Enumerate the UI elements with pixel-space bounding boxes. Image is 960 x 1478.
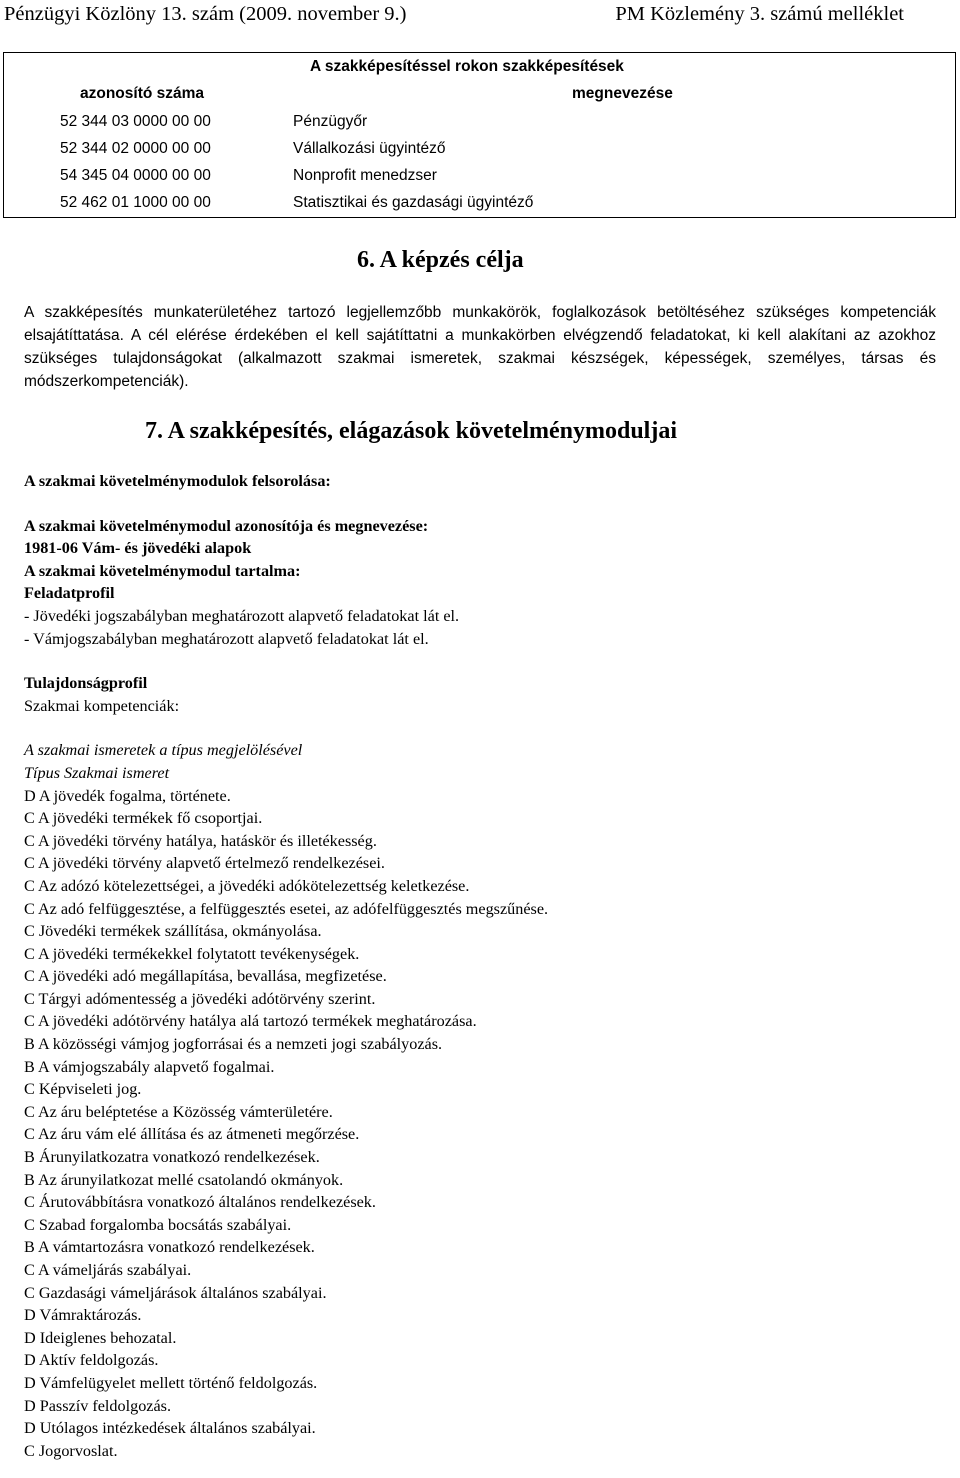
module-content-heading: A szakmai követelménymodul tartalma: [24,561,301,580]
knowledge-item: C Az áru beléptetése a Közösség vámterületére. [24,1102,333,1121]
table-title: A szakképesítéssel rokon szakképesítések [310,58,624,75]
knowledge-item: C Képviseleti jog. [24,1080,142,1099]
table-row [4,109,955,136]
competence-label: Szakmai kompetenciák: [24,696,180,715]
knowledge-item: D Utólagos intézkedések általános szabályai. [24,1419,316,1438]
knowledge-item: B Árunyilatkozatra vonatkozó rendelkezések. [24,1148,320,1167]
module-id: 1981-06 Vám- és jövedéki alapok [24,539,252,558]
table-row [4,190,955,217]
knowledge-heading: A szakmai ismeretek a típus megjelölésével [24,741,303,760]
knowledge-item: C A jövedéki termékekkel folytatott tevékenységek. [24,944,360,963]
qualification-code: 52 462 01 1000 00 00 [60,194,211,211]
knowledge-item: C Szabad forgalomba bocsátás szabályai. [24,1215,292,1234]
knowledge-item: C A jövedéki törvény hatálya, hatáskör és illetékesség. [24,831,377,850]
spacer [24,493,936,515]
table-row [4,136,955,163]
knowledge-item: C A jövedéki adó megállapítása, bevallása, megfizetése. [24,967,387,986]
property-profile-heading: Tulajdonságprofil [24,674,148,693]
module-content [24,470,936,1462]
knowledge-item: C Az adó felfüggesztése, a felfüggesztés esetei, az adófelfüggesztés megszűnése. [24,899,549,918]
table-row [4,163,955,190]
module-list-heading: A szakmai követelménymodulok felsorolása: [24,472,331,490]
qualification-name: Nonprofit menedzser [293,167,437,184]
task-item: - Jövedéki jogszabályban meghatározott alapvető feladatokat lát el. [24,606,460,625]
knowledge-item: C Jogorvoslat. [24,1441,118,1460]
column-header-id: azonosító száma [80,85,205,102]
related-qualifications-table [3,52,956,218]
knowledge-item: D Ideiglenes behozatal. [24,1328,177,1347]
knowledge-item: C Árutovábbításra vonatkozó általános rendelkezések. [24,1193,376,1212]
knowledge-item: D Passzív feldolgozás. [24,1396,172,1415]
knowledge-item: C Jövedéki termékek szállítása, okmányolása. [24,922,322,941]
knowledge-item: D Aktív feldolgozás. [24,1351,159,1370]
knowledge-item: C A jövedéki adótörvény hatálya alá tartozó termékek meghatározása. [24,1012,477,1031]
knowledge-item: C Az áru vám elé állítása és az átmeneti megőrzése. [24,1125,360,1144]
page-header [0,0,960,30]
knowledge-item: C Gazdasági vámeljárások általános szabályai. [24,1283,327,1302]
qualification-name: Pénzügyőr [293,113,368,130]
type-heading: Típus Szakmai ismeret [24,763,170,782]
journal-title: Pénzügyi Közlöny 13. szám (2009. november 9.) [4,3,407,25]
knowledge-list [24,785,936,1463]
knowledge-item: B Az árunyilatkozat mellé csatolandó okmányok. [24,1170,344,1189]
section-6-paragraph: A szakképesítés munkaterületéhez tartozó legjellemzőbb munkakörök, foglalkozások betöltéséhez szükséges kompetenciák elsajátíttatása. A cél elérése érdekében el kell sajátíttatni a munkakörben elvégzendő feladatokat, ki kell alakítani az azokhoz szükséges tulajdonságokat (alkalmazott szakmai ismeretek, szakmai készségek, képességek, személyes, társas és módszerkompetenciák). [24,304,936,390]
section-6-title: 6. A képzés célja [357,247,524,273]
knowledge-item: C A jövedéki termékek fő csoportjai. [24,809,263,828]
knowledge-item: C A vámeljárás szabályai. [24,1261,192,1279]
table-header-row [4,81,955,109]
annex-title: PM Közlemény 3. számú melléklet [615,3,904,25]
knowledge-item: D Vámfelügyelet mellett történő feldolgozás. [24,1373,318,1392]
module-id-heading: A szakmai követelménymodul azonosítója és megnevezése: [24,516,429,535]
qualification-code: 54 345 04 0000 00 00 [60,167,211,184]
qualification-name: Statisztikai és gazdasági ügyintéző [293,194,534,211]
knowledge-item: B A vámtartozásra vonatkozó rendelkezések. [24,1238,315,1257]
spacer [24,717,936,739]
qualification-name: Vállalkozási ügyintéző [293,140,446,157]
qualification-code: 52 344 03 0000 00 00 [60,113,211,130]
task-profile-heading: Feladatprofil [24,584,115,603]
task-item: - Vámjogszabályban meghatározott alapvető feladatokat lát el. [24,629,429,648]
knowledge-item: D A jövedék fogalma, története. [24,786,231,805]
knowledge-item: B A közösségi vámjog jogforrásai és a nemzeti jogi szabályozás. [24,1035,443,1054]
knowledge-item: B A vámjogszabály alapvető fogalmai. [24,1057,275,1076]
knowledge-item: C Tárgyi adómentesség a jövedéki adótörvény szerint. [24,989,376,1008]
table-title-row [4,53,955,81]
qualification-code: 52 344 02 0000 00 00 [60,140,211,157]
knowledge-item: C A jövedéki törvény alapvető értelmező rendelkezései. [24,854,385,873]
section-7-title: 7. A szakképesítés, elágazások követelménymoduljai [145,418,677,444]
knowledge-item: D Vámraktározás. [24,1306,142,1325]
knowledge-item: C Az adózó kötelezettségei, a jövedéki adókötelezettség keletkezése. [24,876,470,895]
spacer [24,650,936,672]
column-header-name: megnevezése [572,85,673,102]
